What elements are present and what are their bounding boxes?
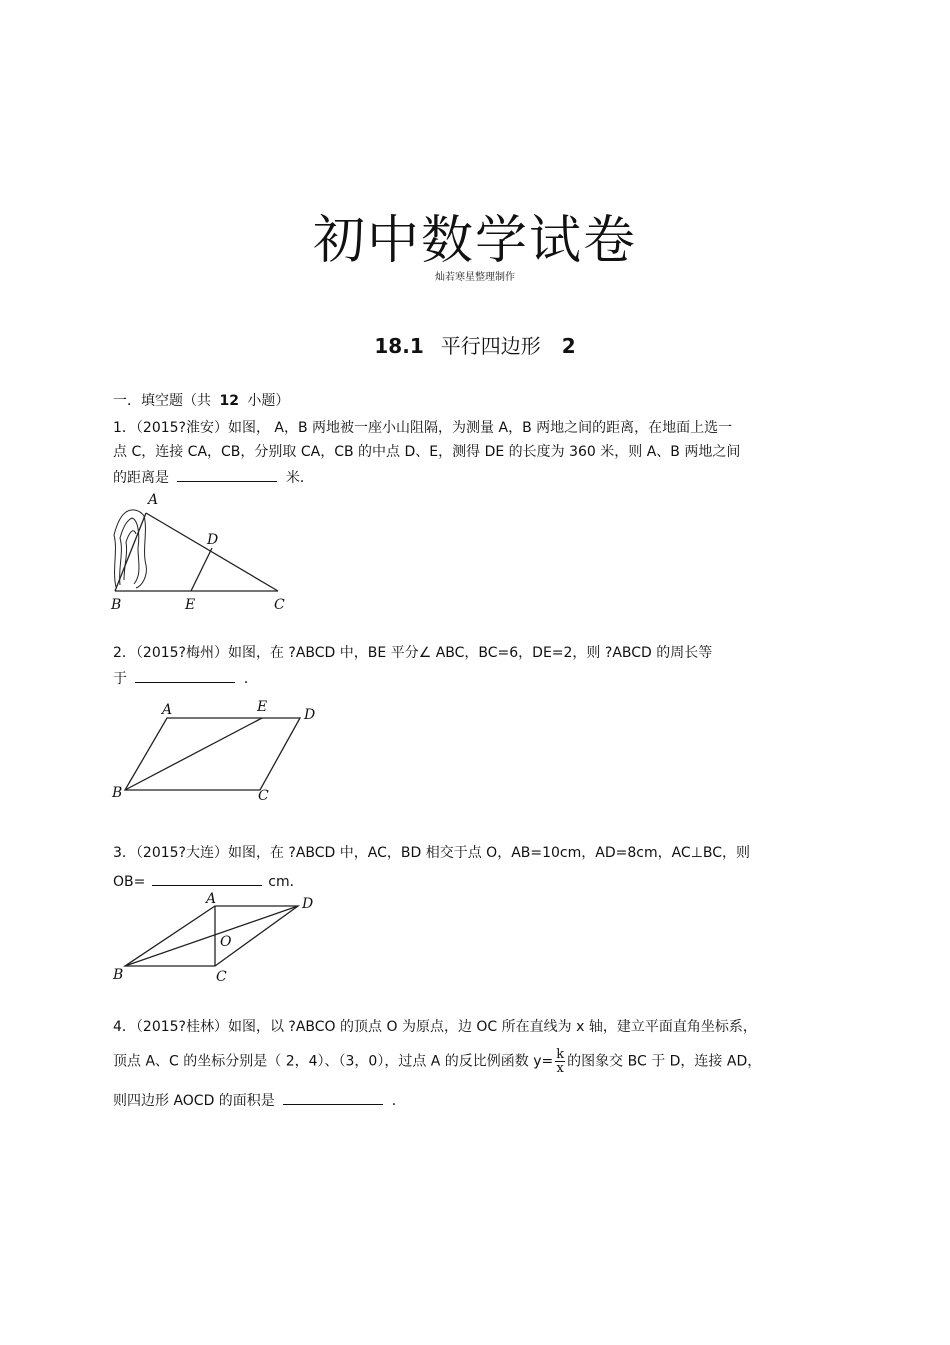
segment-bd [125, 906, 298, 966]
label-d: D [302, 896, 314, 912]
label-e: E [257, 699, 268, 715]
q4-answer-blank[interactable] [283, 1090, 383, 1105]
label-d: D [304, 707, 316, 723]
label-o: O [220, 934, 232, 950]
q3-line2: OB= cm． [113, 871, 304, 891]
q1-line3: 的距离是 米． [113, 467, 314, 487]
section-part: 2 [561, 334, 576, 358]
label-c: C [216, 969, 227, 985]
subtitle: 灿若寒星整理制作 [435, 272, 515, 283]
q3-figure [108, 890, 328, 990]
label-b: B [113, 967, 124, 983]
label-a: A [162, 702, 173, 718]
q3-answer-blank[interactable] [152, 871, 262, 886]
q1-line1: 1．（2015?淮安）如图， A，B 两地被一座小山阻隔，为测量 A，B 两地之间的距离，在地面上选一 [113, 420, 733, 436]
label-b: B [111, 597, 122, 613]
segment-de [191, 548, 212, 591]
label-b: B [112, 785, 123, 801]
q4-line3: 则四边形 AOCD 的面积是 ． [113, 1090, 406, 1110]
section-name: 平行四边形 [440, 334, 541, 358]
part-heading: 一．填空题（共 12 小题） [113, 393, 290, 409]
section-number: 18.1 [374, 334, 424, 358]
q1-figure [108, 490, 298, 615]
q2-answer-blank[interactable] [135, 668, 235, 683]
q2-line1: 2．（2015?梅州）如图，在 ?ABCD 中，BE 平分∠ ABC，BC=6，DE=2，则 ?ABCD 的周长等 [113, 645, 713, 661]
q3-line1: 3．（2015?大连）如图，在 ?ABCD 中，AC，BD 相交于点 O，AB=10cm，AD=8cm，AC⊥BC，则 [113, 845, 751, 861]
segment-ac [146, 513, 278, 591]
label-e: E [185, 597, 196, 613]
q1-answer-blank[interactable] [177, 467, 277, 482]
label-a: A [206, 891, 217, 907]
q2-figure [108, 696, 328, 806]
q2-line2: 于 ． [113, 668, 258, 688]
q4-line1: 4．（2015?桂林）如图，以 ?ABCO 的顶点 O 为原点，边 OC 所在直线为 x 轴，建立平面直角坐标系， [113, 1019, 757, 1035]
fraction-k-over-x: $\frac{k}{x}$ [556, 1047, 565, 1076]
label-d: D [207, 532, 219, 548]
q1-line2: 点 C，连接 CA，CB，分别取 CA，CB 的中点 D、E，测得 DE 的长度为 360 米，则 A、B 两地之间 [113, 444, 741, 460]
q4-line2: 顶点 A、C 的坐标分别是（ 2，4）、（3，0），过点 A 的反比例函数 y= $\frac{k}{x}$ 的图象交 BC 于 D，连接 AD， [113, 1047, 762, 1076]
label-c: C [274, 597, 285, 613]
label-c: C [258, 788, 269, 804]
parallelogram-abcd [125, 718, 300, 790]
section-title [0, 330, 950, 359]
label-a: A [148, 492, 159, 508]
segment-ab [115, 513, 146, 591]
main-title: 初中数学试卷 [312, 211, 637, 271]
hill-sketch [114, 510, 146, 588]
